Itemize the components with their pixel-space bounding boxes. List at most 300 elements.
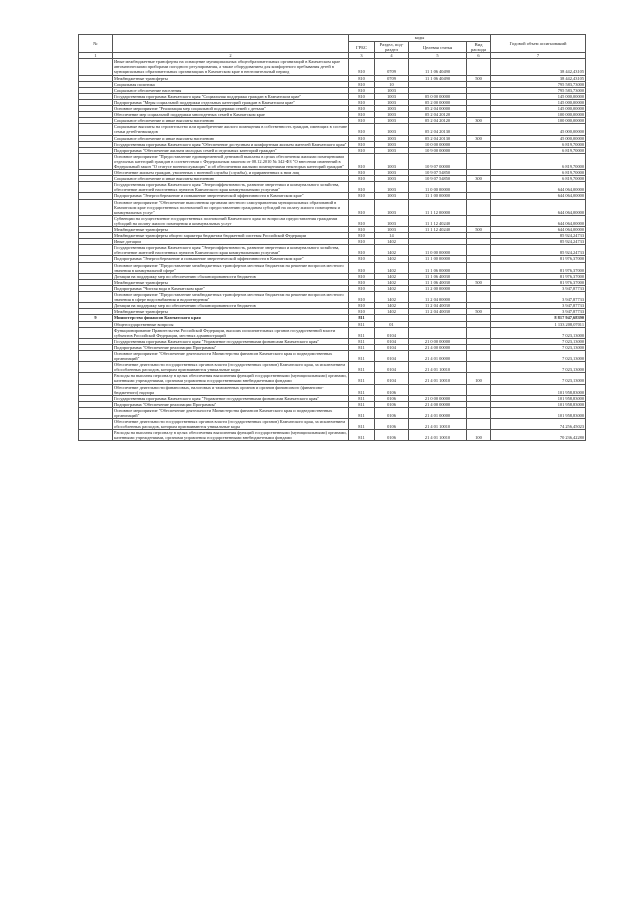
row-tselevaya: 11 0 00 00000: [409, 182, 467, 193]
row-razdel: 1003: [375, 106, 409, 112]
row-grbs: 810: [349, 279, 375, 285]
row-name: Общегосударственные вопросы: [113, 321, 349, 327]
row-amount: 7 023,13000: [491, 373, 586, 384]
row-name: Государственная программа Камчатского края "Управление государственными финансами Камчатского края": [113, 395, 349, 401]
row-name: Основное мероприятие "Реализация мер социальной поддержки семей с детьми": [113, 106, 349, 112]
row-grbs: 810: [349, 176, 375, 182]
row-amount: 70 236,42280: [491, 430, 586, 441]
row-vid: [467, 292, 491, 303]
row-name: Подпрограмма "Энергосбережение и повышение энергетической эффективности в Камчатском крае": [113, 256, 349, 262]
row-tselevaya: 21 4 01 10010: [409, 373, 467, 384]
row-vid: 100: [467, 373, 491, 384]
column-index-cell: 3: [349, 53, 375, 59]
row-number: [79, 199, 113, 215]
row-name: Государственная программа Камчатского края "Энергоэффективность, развитие энергетики и коммунального хозяйства, обеспечение жителей населенных пунктов Камчатского края коммунальными услугами": [113, 182, 349, 193]
row-grbs: 810: [349, 182, 375, 193]
table-row: [79, 182, 586, 193]
row-tselevaya: 21 4 01 00000: [409, 407, 467, 418]
row-vid: 300: [467, 118, 491, 124]
row-grbs: 811: [349, 350, 375, 361]
row-vid: [467, 153, 491, 169]
row-grbs: 810: [349, 233, 375, 239]
column-index-cell: 1: [79, 53, 113, 59]
row-number: [79, 327, 113, 338]
row-number: [79, 384, 113, 395]
row-number: [79, 419, 113, 430]
row-number: [79, 350, 113, 361]
row-tselevaya: 11 2 04 40030: [409, 303, 467, 309]
row-name: Государственная программа Камчатского края "Обеспечение доступным и комфортным жильем жителей Камчатского края": [113, 141, 349, 147]
row-vid: 500: [467, 227, 491, 233]
row-razdel: 1003: [375, 199, 409, 215]
row-name: Иные межбюджетные трансферты на оснащение муниципальных общеобразовательных организаций в Камчатском крае автоматическими приборами погодного регулирования, а также оборудованием для комфортного пребывания детей в муниципальных образовательных организациях в Камчатском крае в неотопительный период: [113, 59, 349, 75]
row-tselevaya: 21 4 01 10010: [409, 419, 467, 430]
row-vid: [467, 362, 491, 373]
row-number: [79, 362, 113, 373]
row-grbs: 810: [349, 239, 375, 245]
row-number: [79, 430, 113, 441]
row-amount: 101 958,83000: [491, 395, 586, 401]
row-name: Государственная программа Камчатского края "Социальная поддержка граждан в Камчатском крае": [113, 93, 349, 99]
row-razdel: 1402: [375, 273, 409, 279]
row-number: [79, 215, 113, 226]
row-razdel: 1402: [375, 245, 409, 256]
row-vid: [467, 182, 491, 193]
row-grbs: 811: [349, 315, 375, 321]
table-row: [79, 419, 586, 430]
table-row: [79, 327, 586, 338]
row-amount: 38 442,43105: [491, 75, 586, 81]
row-tselevaya: 05 0 00 00000: [409, 93, 467, 99]
row-tselevaya: 21 4 01 10010: [409, 430, 467, 441]
row-tselevaya: 21 4 00 00000: [409, 401, 467, 407]
row-amount: 644 064,00000: [491, 182, 586, 193]
row-name: Социальная политика: [113, 81, 349, 87]
row-amount: 7 023,13000: [491, 327, 586, 338]
table-row: [79, 430, 586, 441]
row-razdel: 1003: [375, 135, 409, 141]
row-tselevaya: 11 2 04 40030: [409, 309, 467, 315]
row-name: Расходы на выплаты персоналу в целях обеспечения выполнения функций государственными (муниципальными) органами, казенными учреждениями, органами управления государственными внебюджетными фондами: [114, 430, 347, 441]
row-grbs: 810: [349, 81, 375, 87]
row-name: Подпрограмма "Обеспечение жильем молодых семей и отдельных категорий граждан": [113, 147, 349, 153]
row-amount: 74 256,45023: [491, 419, 586, 430]
budget-allocation-table: [78, 34, 586, 441]
row-tselevaya: 11 1 06 40030: [409, 279, 467, 285]
row-razdel: 0104: [375, 327, 409, 338]
row-tselevaya: 11 1 12 00000: [409, 199, 467, 215]
header-number: №: [79, 35, 113, 53]
row-name: Межбюджетные трансферты общего характера бюджетам бюджетной системы Российской Федерации: [113, 233, 349, 239]
row-tselevaya: [409, 384, 467, 395]
row-amount: 45 000,00000: [491, 135, 586, 141]
row-razdel: 0106: [375, 407, 409, 418]
row-amount: 85 924,24733: [491, 239, 586, 245]
row-razdel: 0106: [375, 384, 409, 395]
row-tselevaya: 11 1 00 00000: [409, 256, 467, 262]
row-name: Основное мероприятие "Обеспечение деятельности Министерства финансов Камчатского края и подведомственных организаций": [113, 407, 349, 418]
row-number: 9: [79, 315, 113, 321]
column-index-cell: 7: [491, 53, 586, 59]
row-name: Межбюджетные трансферты: [113, 309, 349, 315]
row-number: [79, 407, 113, 418]
row-amount: 1 133 208,07011: [491, 321, 586, 327]
column-index-cell: 6: [467, 53, 491, 59]
row-razdel: 1003: [375, 153, 409, 169]
row-razdel: 0104: [375, 362, 409, 373]
row-razdel: 1402: [375, 239, 409, 245]
row-vid: [467, 124, 491, 135]
row-amount: 644 064,00000: [491, 215, 586, 226]
row-razdel: 0104: [375, 373, 409, 384]
row-amount: 100 000,00000: [491, 112, 586, 118]
row-amount: 81 976,37000: [491, 262, 586, 273]
row-tselevaya: 11 0 00 00000: [409, 245, 467, 256]
row-razdel: 1003: [375, 112, 409, 118]
row-amount: 145 000,00000: [491, 106, 586, 112]
row-grbs: 810: [349, 141, 375, 147]
row-razdel: 1003: [375, 170, 409, 176]
row-amount: 6 819,70000: [491, 141, 586, 147]
row-razdel: 0106: [375, 430, 409, 441]
row-tselevaya: 21 0 00 00000: [409, 338, 467, 344]
row-razdel: 1003: [375, 147, 409, 153]
row-vid: [467, 245, 491, 256]
row-grbs: 810: [349, 118, 375, 124]
row-tselevaya: 05 2 04 20120: [409, 118, 467, 124]
row-name: Министерство финансов Камчатского края: [113, 315, 349, 321]
row-name: Социальное обеспечение и иные выплаты населению: [113, 176, 349, 182]
row-amount: 6 819,70000: [491, 176, 586, 182]
row-amount: 644 064,00000: [491, 227, 586, 233]
row-tselevaya: 21 4 01 00000: [409, 350, 467, 361]
row-vid: 500: [467, 279, 491, 285]
table-row: [79, 384, 586, 395]
row-name: Межбюджетные трансферты: [113, 75, 349, 81]
row-amount: 3 947,87733: [491, 285, 586, 291]
row-name: Обеспечение мер социальной поддержки многодетных семей в Камчатском крае: [113, 112, 349, 118]
row-vid: [467, 350, 491, 361]
row-grbs: 811: [349, 327, 375, 338]
row-name: Подпрограмма "Обеспечение реализации Программы": [113, 401, 349, 407]
row-vid: [467, 384, 491, 395]
row-name: Государственная программа Камчатского края "Управление государственными финансами Камчатского края": [113, 338, 349, 344]
row-razdel: 1003: [375, 176, 409, 182]
header-grbs: ГРБС: [349, 42, 375, 53]
row-tselevaya: 05 2 04 20120: [409, 112, 467, 118]
row-grbs: 810: [349, 106, 375, 112]
row-grbs: 810: [349, 135, 375, 141]
header-codes-group: коды: [349, 35, 491, 42]
row-tselevaya: 05 2 04 00000: [409, 106, 467, 112]
row-name: Дотации на поддержку мер по обеспечению сбалансированности бюджетов: [113, 303, 349, 309]
row-amount: 8 817 947,68390: [491, 315, 586, 321]
row-razdel: 0104: [375, 344, 409, 350]
row-razdel: 1003: [375, 124, 409, 135]
row-amount: 6 819,70000: [491, 147, 586, 153]
row-razdel: 1003: [375, 93, 409, 99]
header-amount: Годовой объем ассигнований: [491, 35, 586, 53]
row-amount: 3 947,87733: [491, 292, 586, 303]
row-tselevaya: 10 9 07 00000: [409, 153, 467, 169]
row-amount: 7 023,13000: [491, 350, 586, 361]
row-grbs: 811: [349, 401, 375, 407]
row-name: Подпрограмма "Обеспечение реализации Программы": [113, 344, 349, 350]
row-amount: 45 000,00000: [491, 124, 586, 135]
row-grbs: 810: [349, 193, 375, 199]
row-razdel: 1402: [375, 303, 409, 309]
row-amount: 3 947,87733: [491, 303, 586, 309]
row-grbs: 811: [349, 407, 375, 418]
row-tselevaya: 11 1 06 40490: [409, 59, 467, 75]
row-vid: [467, 59, 491, 75]
table-row: [79, 373, 586, 384]
row-amount: 81 976,37000: [491, 279, 586, 285]
row-vid: [467, 215, 491, 226]
header-name: [113, 35, 349, 53]
row-grbs: 811: [349, 419, 375, 430]
row-amount: 145 000,00000: [491, 99, 586, 105]
row-vid: [467, 199, 491, 215]
row-razdel: 1402: [375, 285, 409, 291]
row-name: Дотации на поддержку мер по обеспечению сбалансированности бюджетов: [113, 273, 349, 279]
row-vid: 500: [467, 75, 491, 81]
row-amount: 6 819,70000: [491, 153, 586, 169]
row-name: Социальное обеспечение и иные выплаты населению: [113, 118, 349, 124]
row-razdel: 1402: [375, 309, 409, 315]
row-razdel: 1402: [375, 292, 409, 303]
row-razdel: 0709: [375, 75, 409, 81]
row-name: Основное мероприятие "Обеспечение выполнения органами местного самоуправления муниципальных образований в Камчатском крае государственных полномочий по предоставлению гражданам субсидий на оплату жилого помещения и коммунальных услуг": [113, 199, 349, 215]
row-grbs: 810: [349, 124, 375, 135]
row-number: [79, 182, 113, 193]
row-grbs: 810: [349, 215, 375, 226]
row-razdel: 0104: [375, 338, 409, 344]
row-amount: 644 064,00000: [491, 199, 586, 215]
row-tselevaya: [409, 327, 467, 338]
row-razdel: 1003: [375, 227, 409, 233]
row-amount: 7 023,13000: [491, 344, 586, 350]
row-name: Межбюджетные трансферты: [113, 227, 349, 233]
row-name: Субвенции на осуществление государственных полномочий Камчатского края по вопросам предоставления гражданам субсидий на оплату жилого помещения и коммунальных услуг: [113, 215, 349, 226]
header-razdel: Раздел, под-раздел: [375, 42, 409, 53]
table-row: [79, 350, 586, 361]
row-vid: [467, 407, 491, 418]
row-tselevaya: 10 9 07 54850: [409, 170, 467, 176]
row-amount: 81 976,37000: [491, 273, 586, 279]
row-amount: 85 924,24733: [491, 233, 586, 239]
row-vid: 500: [467, 309, 491, 315]
row-grbs: 810: [349, 147, 375, 153]
row-grbs: 811: [349, 384, 375, 395]
row-vid: [467, 327, 491, 338]
row-tselevaya: 10 0 00 00000: [409, 141, 467, 147]
row-number: [79, 59, 113, 75]
row-amount: 100 000,00000: [491, 118, 586, 124]
row-vid: 100: [467, 430, 491, 441]
row-amount: 101 958,83000: [491, 384, 586, 395]
row-tselevaya: 11 1 06 40030: [409, 273, 467, 279]
row-razdel: 1003: [375, 118, 409, 124]
row-razdel: 0106: [375, 401, 409, 407]
row-number: [79, 124, 113, 135]
row-name: Социальные выплаты на строительство или приобретение жилого помещения в собственность граждан, имеющих в составе семьи детей-инвалидов: [114, 124, 347, 135]
row-grbs: 811: [349, 344, 375, 350]
row-razdel: 0106: [375, 419, 409, 430]
row-grbs: 810: [349, 87, 375, 93]
row-tselevaya: 11 1 12 40240: [409, 227, 467, 233]
table-row: [79, 215, 586, 226]
row-grbs: 811: [349, 373, 375, 384]
row-tselevaya: 05 2 04 20130: [409, 124, 467, 135]
row-name: Подпрограмма "Меры социальной поддержки отдельных категорий граждан в Камчатском крае": [113, 99, 349, 105]
budget-table-container: [78, 34, 585, 441]
row-razdel: 01: [375, 321, 409, 327]
header-tselevaya: Целевая статья: [409, 42, 467, 53]
row-grbs: 810: [349, 273, 375, 279]
row-number: [79, 262, 113, 273]
row-name: Обеспечение деятельности финансовых, налоговых и таможенных органов и органов финансового (финансово-бюджетного) надзора: [113, 384, 349, 395]
row-tselevaya: 11 1 12 40240: [409, 215, 467, 226]
column-index-cell: 2: [113, 53, 349, 59]
column-index-cell: 5: [409, 53, 467, 59]
row-grbs: 810: [349, 309, 375, 315]
row-vid: [467, 419, 491, 430]
row-amount: 101 958,83000: [491, 407, 586, 418]
row-tselevaya: 05 2 04 20130: [409, 135, 467, 141]
row-name: Расходы на выплаты персоналу в целях обеспечения выполнения функций государственными (муниципальными) органами, казенными учреждениями, органами управления государственными внебюджетными фондами: [114, 373, 347, 384]
row-name: Обеспечение деятельности государственных органов власти (государственных органов) Камчатского края, за исключением обособленных расходов, которым присваиваются уникальные коды: [113, 362, 349, 373]
row-grbs: 810: [349, 303, 375, 309]
row-grbs: 811: [349, 338, 375, 344]
row-tselevaya: 05 2 00 00000: [409, 99, 467, 105]
row-razdel: 1003: [375, 99, 409, 105]
row-amount: 644 064,00000: [491, 193, 586, 199]
row-number: [79, 292, 113, 303]
row-razdel: 14: [375, 233, 409, 239]
row-grbs: 810: [349, 262, 375, 273]
row-grbs: 811: [349, 362, 375, 373]
row-grbs: 811: [349, 321, 375, 327]
row-tselevaya: 11 1 06 00000: [409, 262, 467, 273]
row-grbs: 811: [349, 430, 375, 441]
row-grbs: 811: [349, 395, 375, 401]
row-amount: 7 023,13000: [491, 362, 586, 373]
table-row: [79, 362, 586, 373]
row-number: [79, 153, 113, 169]
row-name: Обеспечение деятельности государственных органов власти (государственных органов) Камчатского края, за исключением обособленных расходов, которым присваиваются уникальные коды: [113, 419, 349, 430]
table-row: [79, 292, 586, 303]
row-tselevaya: 11 1 00 00000: [409, 193, 467, 199]
row-name: Социальное обеспечение населения: [113, 87, 349, 93]
row-razdel: 0709: [375, 59, 409, 75]
table-row: [79, 262, 586, 273]
row-name: Подпрограмма "Энергосбережение и повышение энергетической эффективности в Камчатском крае": [113, 193, 349, 199]
table-row: [79, 199, 586, 215]
header-vid: Вид расхода: [467, 42, 491, 53]
row-grbs: 810: [349, 75, 375, 81]
row-razdel: 0104: [375, 350, 409, 361]
row-tselevaya: 21 4 00 00000: [409, 344, 467, 350]
row-razdel: 1003: [375, 141, 409, 147]
table-body: [79, 59, 586, 441]
table-row: [79, 245, 586, 256]
row-amount: 795 583,73000: [491, 87, 586, 93]
row-name: Основное мероприятие "Предоставление межбюджетных трансфертов местным бюджетам на решение вопросов местного значения в сфере водоснабжения и водоотведения": [113, 292, 349, 303]
row-grbs: 810: [349, 93, 375, 99]
row-name: Основное мероприятие "Предоставление межбюджетных трансфертов местным бюджетам на решение вопросов местного значения в коммунальной сфере": [113, 262, 349, 273]
row-grbs: 810: [349, 199, 375, 215]
table-row: [79, 124, 586, 135]
row-vid: [467, 262, 491, 273]
row-grbs: 810: [349, 285, 375, 291]
row-name: Основное мероприятие "Предоставление единовременной денежной выплаты в целях обеспечения жилыми помещениями отдельных категорий граждан в соответствии с Федеральным законом от 08.12.2010 № 342-ФЗ "О внесении изменений в Федеральный закон "О статусе военнослужащих" и об обеспечении жилыми помещениями некоторых категорий граждан": [113, 153, 349, 169]
row-razdel: 1402: [375, 256, 409, 262]
row-tselevaya: 21 4 01 10010: [409, 362, 467, 373]
row-tselevaya: 11 2 04 00000: [409, 292, 467, 303]
row-name: Подпрограмма "Чистая вода в Камчатском крае": [113, 285, 349, 291]
row-razdel: 1003: [375, 182, 409, 193]
row-name: Обеспечение жильем граждан, уволенных с военной службы (службы), и приравненных к ним лиц: [113, 170, 349, 176]
row-grbs: 810: [349, 256, 375, 262]
row-tselevaya: 21 0 00 00000: [409, 395, 467, 401]
row-vid: 300: [467, 135, 491, 141]
row-name: Основное мероприятие "Обеспечение деятельности Министерства финансов Камчатского края и подведомственных организаций": [113, 350, 349, 361]
row-razdel: 10: [375, 81, 409, 87]
row-name: Функционирование Правительства Российской Федерации, высших исполнительных органов государственной власти субъектов Российской Федерации, местных администраций: [113, 327, 349, 338]
row-razdel: 1003: [375, 193, 409, 199]
row-amount: 7 023,13000: [491, 338, 586, 344]
row-tselevaya: 10 9 07 54850: [409, 176, 467, 182]
row-grbs: 810: [349, 112, 375, 118]
row-grbs: 810: [349, 99, 375, 105]
row-grbs: 810: [349, 292, 375, 303]
row-tselevaya: 10 9 00 00000: [409, 147, 467, 153]
row-name: Государственная программа Камчатского края "Энергоэффективность, развитие энергетики и коммунального хозяйства, обеспечение жителей населенных пунктов Камчатского края коммунальными услугами": [113, 245, 349, 256]
row-grbs: 810: [349, 227, 375, 233]
row-razdel: 1003: [375, 87, 409, 93]
row-razdel: 1402: [375, 262, 409, 273]
table-row: [79, 153, 586, 169]
row-razdel: 1402: [375, 279, 409, 285]
row-grbs: 810: [349, 153, 375, 169]
row-grbs: 810: [349, 245, 375, 256]
table-row: [79, 59, 586, 75]
row-amount: 795 583,73000: [491, 81, 586, 87]
row-razdel: 1003: [375, 215, 409, 226]
row-name: Межбюджетные трансферты: [113, 279, 349, 285]
row-amount: 3 947,87733: [491, 309, 586, 315]
row-grbs: 810: [349, 170, 375, 176]
row-name: Социальное обеспечение и иные выплаты населению: [113, 135, 349, 141]
row-amount: 6 819,70000: [491, 170, 586, 176]
row-number: [79, 373, 113, 384]
row-tselevaya: 11 2 00 00000: [409, 285, 467, 291]
row-amount: 85 924,24733: [491, 245, 586, 256]
table-row: [79, 407, 586, 418]
row-name: Иные дотации: [113, 239, 349, 245]
row-number: [79, 245, 113, 256]
row-amount: 81 976,37000: [491, 256, 586, 262]
row-amount: 38 442,43105: [491, 59, 586, 75]
row-amount: 101 958,83000: [491, 401, 586, 407]
row-vid: 300: [467, 176, 491, 182]
row-razdel: 0106: [375, 395, 409, 401]
column-index-cell: 4: [375, 53, 409, 59]
row-amount: 145 000,00000: [491, 93, 586, 99]
row-tselevaya: 11 1 06 40490: [409, 75, 467, 81]
row-grbs: 810: [349, 59, 375, 75]
